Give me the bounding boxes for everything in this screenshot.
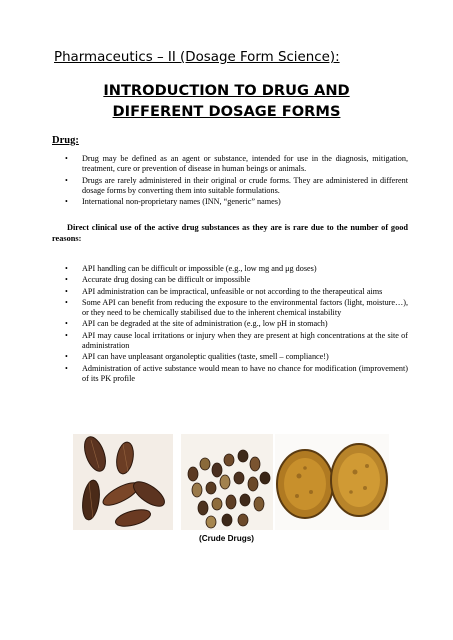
list-item-text: Drugs are rarely administered in their original or crude forms. They are administered in different dosage forms by converting them into suitable formulations.	[82, 175, 408, 195]
list-item	[56, 331, 408, 352]
bullet-icon: •	[65, 319, 68, 329]
bullet-icon: •	[65, 297, 68, 307]
reasons-list	[56, 264, 408, 385]
list-item-text: Administration of active substance would mean to have no chance for modification (improvement) of its PK profile	[82, 363, 408, 383]
crude-drug-photo-pods	[73, 434, 173, 530]
list-item-text: Drug may be defined as an agent or substance, intended for use in the diagnosis, mitigation, treatment, cure or prevention of disease in human beings or animals.	[82, 154, 408, 174]
list-item	[56, 275, 408, 285]
list-item-text: API administration can be impractical, unfeasible or not according to the therapeutical aims	[82, 286, 383, 296]
bullet-icon: •	[65, 175, 68, 185]
slices-illustration	[275, 434, 389, 530]
crude-drug-photo-slices	[275, 434, 389, 530]
list-item-text: API can be degraded at the site of administration (e.g., low pH in stomach)	[82, 319, 328, 329]
list-item-text: International non-proprietary names (INN, “generic” names)	[82, 197, 281, 207]
list-item	[56, 364, 408, 385]
bullet-icon: •	[65, 363, 68, 373]
drug-section-heading: Drug:	[52, 135, 79, 146]
reasons-intro: Direct clinical use of the active drug substances as they are is rare due to the number of good reasons:	[52, 223, 408, 243]
list-item	[56, 154, 408, 175]
list-item	[56, 264, 408, 274]
drug-definition-list	[56, 154, 408, 208]
bullet-icon: •	[65, 197, 68, 207]
list-item	[56, 319, 408, 329]
list-item	[56, 176, 408, 197]
list-item-text: API may cause local irritations or injury when they are present at high concentrations at the site of administration	[82, 330, 408, 351]
bullet-icon: •	[65, 154, 68, 163]
list-item-text: Some API can benefit from reducing the exposure to the environmental factors (light, moisture…), or they need to be chemically stabilised due to the inherent chemical instability	[82, 297, 408, 318]
bullet-icon: •	[65, 352, 68, 362]
course-title: Pharmaceutics – II (Dosage Form Science):	[54, 50, 340, 65]
main-title-line-2: DIFFERENT DOSAGE FORMS	[112, 103, 341, 120]
crude-drug-photo-seeds	[181, 434, 273, 530]
list-item	[56, 287, 408, 297]
main-title-line-1: INTRODUCTION TO DRUG AND	[103, 82, 350, 99]
list-item	[56, 197, 408, 207]
list-item	[56, 298, 408, 319]
bullet-icon: •	[65, 286, 68, 296]
list-item-text: API handling can be difficult or impossible (e.g., low mg and μg doses)	[82, 264, 317, 273]
bullet-icon: •	[65, 264, 68, 273]
seeds-illustration	[181, 434, 273, 530]
figure-caption: (Crude Drugs)	[198, 534, 255, 543]
main-title	[0, 80, 453, 122]
list-item-text: Accurate drug dosing can be difficult or impossible	[82, 275, 251, 285]
list-item	[56, 352, 408, 362]
bullet-icon: •	[65, 330, 68, 340]
pods-illustration	[73, 434, 173, 530]
bullet-icon: •	[65, 275, 68, 285]
list-item-text: API can have unpleasant organoleptic qualities (taste, smell – compliance!)	[82, 352, 329, 362]
